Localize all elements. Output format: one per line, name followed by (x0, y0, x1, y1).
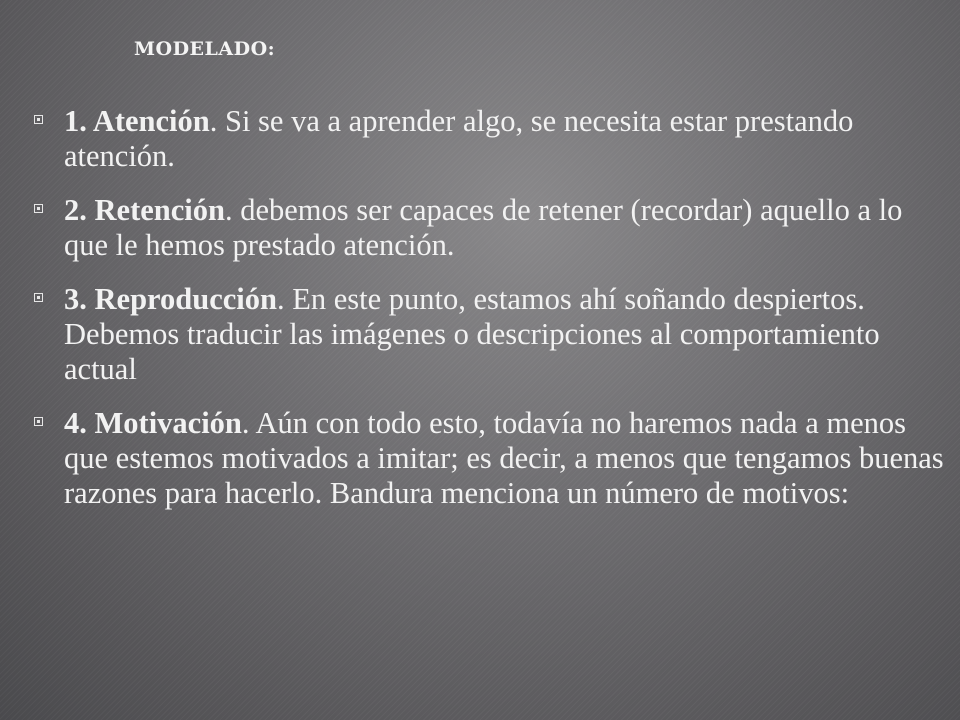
bullet-text (64, 282, 947, 387)
bullet-body: . debemos ser capaces de retener (recordar) aquello a lo que le hemos prestado atención. (64, 193, 903, 262)
bullet-lead: 3. Reproducción (64, 282, 277, 316)
bullet-lead: 2. Retención (64, 193, 225, 227)
bullet-square-icon (34, 293, 43, 302)
bullet-item (32, 193, 947, 263)
bullet-text (64, 406, 947, 511)
slide-title: MODELADO: (134, 38, 276, 60)
bullet-lead: 1. Atención (64, 104, 210, 138)
bullet-item (32, 406, 947, 511)
bullet-square-icon (34, 417, 43, 426)
bullet-body: . En este punto, estamos ahí soñando despiertos. Debemos traducir las imágenes o descripciones al comportamiento actual (64, 282, 880, 386)
bullet-lead: 4. Motivación (64, 406, 242, 440)
bullet-text (64, 104, 947, 174)
bullet-text (64, 193, 947, 263)
bullet-list (32, 104, 947, 530)
bullet-square-icon (34, 204, 43, 213)
bullet-body: . Si se va a aprender algo, se necesita estar prestando atención. (64, 104, 854, 173)
bullet-item (32, 282, 947, 387)
bullet-item (32, 104, 947, 174)
bullet-body: . Aún con todo esto, todavía no haremos nada a menos que estemos motivados a imitar; es decir, a menos que tengamos buenas razones para hacerlo. Bandura menciona un número de motivos: (64, 406, 944, 510)
bullet-square-icon (34, 115, 43, 124)
